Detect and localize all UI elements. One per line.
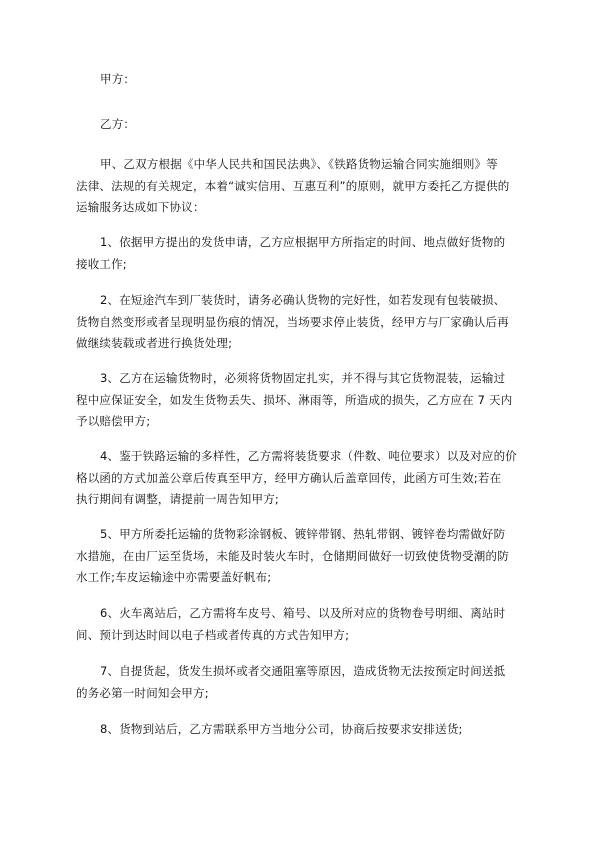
text-line: 的务必第一时间知会甲方;: [76, 685, 209, 700]
clause-1: [76, 232, 524, 275]
text-line: 货物自然变形或者呈现明显伤痕的情况，当场要求停止装货，经甲方与厂家确认后再: [76, 314, 509, 329]
text-line: 程中应保证安全，如发生货物丢失、损坏、淋雨等，所造成的损失，乙方应在 7 天内: [76, 392, 513, 407]
text-line: 8、货物到站后，乙方需联系甲方当地分公司，协商后按要求安排送货;: [100, 722, 463, 736]
text-line: 7、自提货起，货发生损坏或者交通阻塞等原因，造成货物无法按预定时间送抵: [100, 664, 506, 678]
text-line: 甲、乙双方根据《中华人民共和国民法典》、《铁路货物运输合同实施细则》等: [100, 157, 498, 171]
text-line: 法律、法规的有关规定，本着“诚实信用、互惠互利”的原则，就甲方委托乙方提供的: [76, 178, 510, 193]
text-line: 接收工作;: [76, 256, 127, 271]
clause-4: [76, 446, 524, 511]
text-line: 2、在短途汽车到厂装货时，请务必确认货物的完好性，如若发现有包装破损、: [100, 293, 506, 307]
text-line: 予以赔偿甲方;: [76, 414, 151, 428]
preamble-paragraph: [76, 154, 524, 219]
party-a-line: [76, 69, 524, 91]
clause-3: [76, 368, 524, 433]
text-line: 执行期间有调整，请提前一周告知甲方;: [76, 492, 279, 506]
text-line: 5、甲方所委托运输的货物彩涂钢板、镀锌带钢、热轧带钢、镀锌卷均需做好防: [100, 527, 506, 541]
clause-2: [76, 290, 524, 355]
clause-8: [76, 719, 524, 741]
clause-5: [76, 524, 524, 589]
party-b-line: [76, 114, 524, 136]
text-line: 水措施，在由厂运至货场，未能及时装火车时，仓储期间做好一切致使货物受潮的防: [76, 548, 509, 563]
text-line: 格以函的方式加盖公章后传真至甲方，经甲方确认后盖章回传，此函方可生效;若在: [76, 470, 502, 485]
text-line: 水工作;车皮运输途中亦需要盖好帆布;: [76, 570, 272, 584]
text-line: 3、乙方在运输货物时，必须将货物固定扎实，并不得与其它货物混装，运输过: [100, 371, 506, 385]
text-line: 运输服务达成如下协议：: [76, 200, 205, 214]
party-b-label: 乙方：: [100, 117, 136, 131]
text-line: 4、鉴于铁路运输的多样性，乙方需将装货要求（件数、吨位要求）以及对应的价: [100, 449, 518, 463]
party-a-label: 甲方：: [100, 72, 136, 86]
text-line: 间、预计到达时间以电子档或者传真的方式告知甲方;: [76, 627, 350, 642]
text-line: 6、火车离站后，乙方需将车皮号、箱号、以及所对应的货物卷号明细、离站时: [100, 606, 506, 620]
text-line: 做继续装载或者进行换货处理;: [76, 336, 233, 350]
clause-6: [76, 603, 524, 646]
text-line: 1、依据甲方提出的发货申请，乙方应根据甲方所指定的时间、地点做好货物的: [100, 235, 506, 249]
clause-7: [76, 661, 524, 704]
